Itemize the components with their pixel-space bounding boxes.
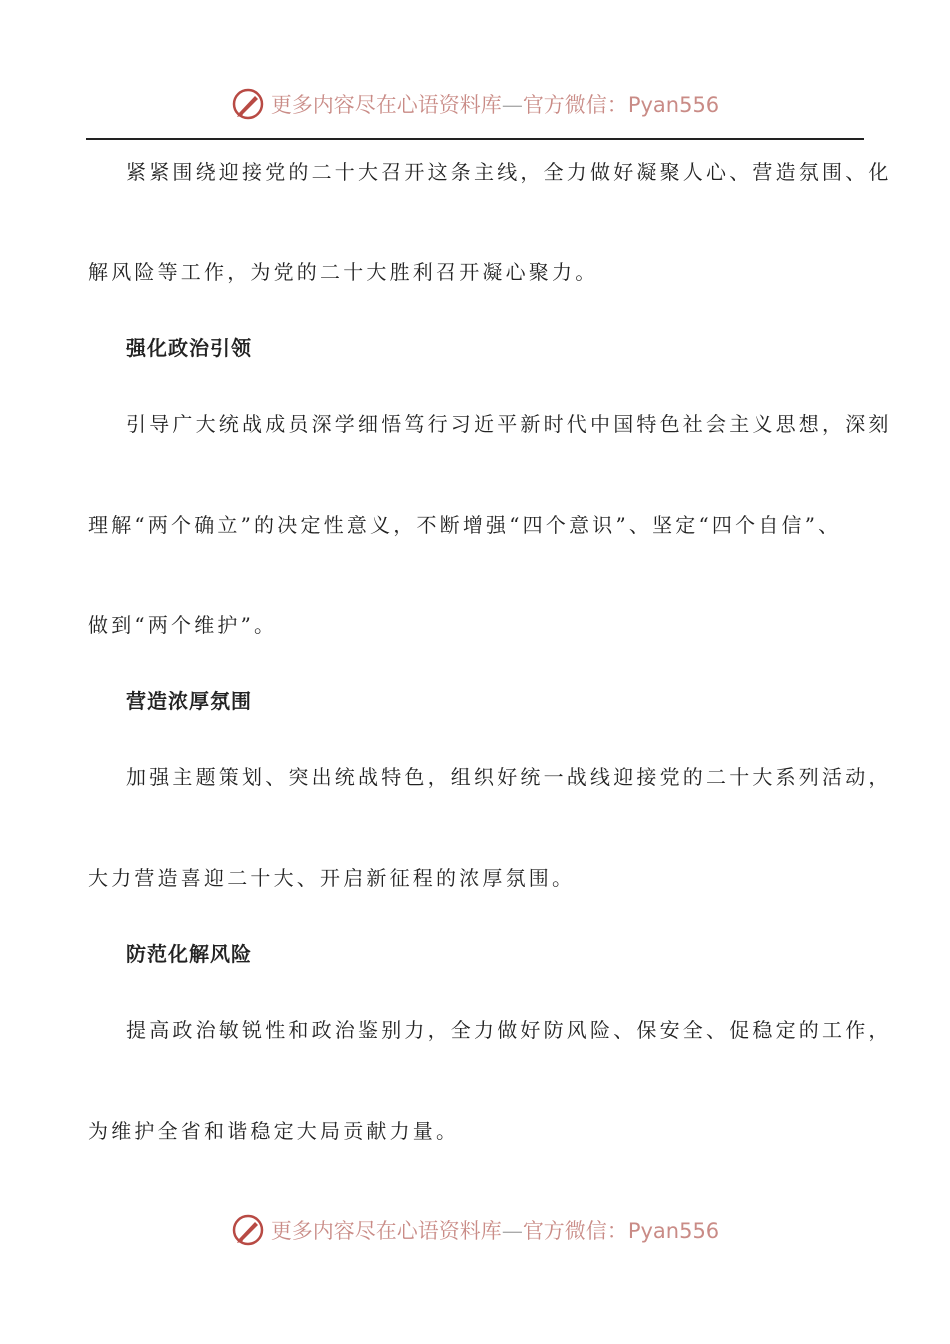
watermark-title: 更多内容尽在心语资料库	[270, 1219, 502, 1243]
paragraph-line: 提高政治敏锐性和政治鉴别力，全力做好防风险、保安全、促稳定的工作，	[126, 1018, 892, 1042]
section-heading: 营造浓厚氛围	[126, 689, 252, 713]
paragraph-line: 加强主题策划、突出统战特色，组织好统一战线迎接党的二十大系列活动，	[126, 765, 892, 789]
paragraph-line: 为维护全省和谐稳定大局贡献力量。	[88, 1119, 460, 1143]
pen-logo-icon	[231, 87, 265, 121]
pen-logo-icon	[231, 1213, 265, 1247]
watermark-text	[271, 89, 719, 119]
watermark-text	[271, 1215, 719, 1245]
paragraph-line: 紧紧围绕迎接党的二十大召开这条主线，全力做好凝聚人心、营造氛围、化	[126, 160, 892, 184]
watermark-label: 官方微信：	[522, 1219, 628, 1243]
section-heading: 防范化解风险	[126, 942, 252, 966]
paragraph-line: 解风险等工作，为党的二十大胜利召开凝心聚力。	[88, 260, 599, 284]
watermark-label: 官方微信：	[522, 93, 628, 117]
paragraph-line: 大力营造喜迎二十大、开启新征程的浓厚氛围。	[88, 866, 576, 890]
paragraph-line: 引导广大统战成员深学细悟笃行习近平新时代中国特色社会主义思想，深刻	[126, 412, 892, 436]
paragraph-line: 做到“两个维护”。	[88, 613, 278, 637]
watermark-account: Pyan556	[627, 93, 720, 117]
footer-watermark	[0, 1210, 950, 1250]
watermark-dash: —	[501, 93, 523, 117]
watermark-title: 更多内容尽在心语资料库	[270, 93, 502, 117]
section-heading: 强化政治引领	[126, 336, 252, 360]
watermark-dash: —	[501, 1219, 523, 1243]
header-rule	[86, 138, 864, 140]
header-watermark	[0, 84, 950, 124]
paragraph-line: 理解“两个确立”的决定性意义，不断增强“四个意识”、坚定“四个自信”、	[88, 513, 842, 537]
watermark-account: Pyan556	[627, 1219, 720, 1243]
